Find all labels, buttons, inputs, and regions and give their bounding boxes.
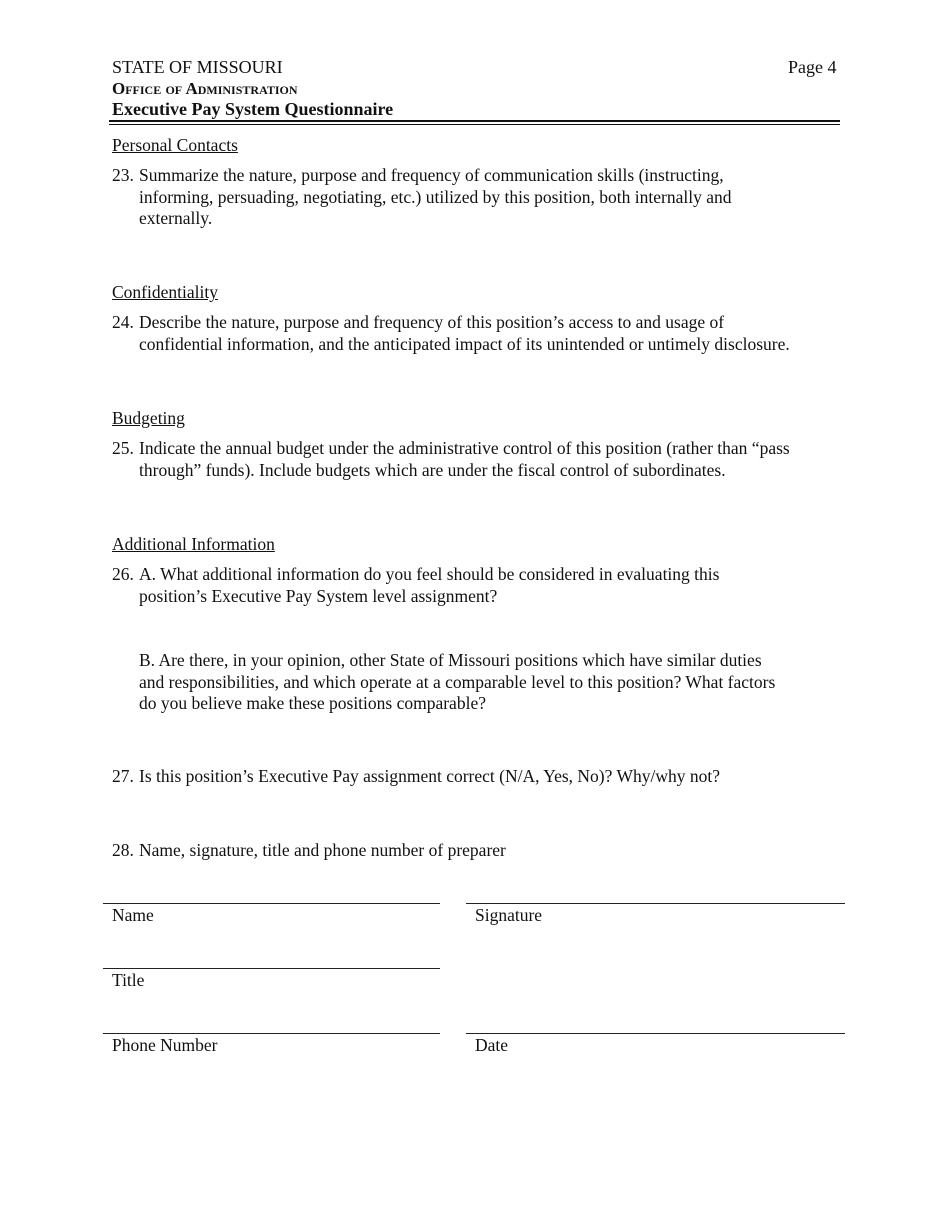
question-text-line: Indicate the annual budget under the administrative control of this position (rather than “pass: [139, 438, 790, 458]
question-text-line: A. What additional information do you feel should be considered in evaluating this: [139, 564, 720, 584]
question-28: [112, 840, 847, 862]
header-rule-thin: [109, 124, 840, 125]
question-text-line: externally.: [139, 208, 213, 228]
question-26a: [112, 564, 847, 607]
title-signature-line[interactable]: [103, 968, 440, 969]
question-27: [112, 766, 847, 788]
phone-signature-line[interactable]: [103, 1033, 440, 1034]
question-text-line: position’s Executive Pay System level assignment?: [139, 585, 498, 606]
section-heading-budgeting: Budgeting: [112, 408, 185, 428]
question-26b: [112, 650, 847, 715]
name-label: Name: [112, 905, 154, 925]
question-text-line: Summarize the nature, purpose and frequency of communication skills (instructing,: [139, 165, 724, 185]
question-text-line: confidential information, and the anticipated impact of its unintended or untimely disclosure.: [139, 333, 790, 354]
document-title: Executive Pay System Questionnaire: [112, 99, 394, 119]
section-heading-confidentiality: Confidentiality: [112, 282, 218, 302]
question-number: 23.: [112, 165, 134, 185]
header-state: STATE OF MISSOURI: [112, 57, 283, 77]
section-heading-additional-information: Additional Information: [112, 534, 275, 554]
question-text-line: Is this position’s Executive Pay assignment correct (N/A, Yes, No)? Why/why not?: [139, 766, 720, 786]
question-number: 27.: [112, 766, 134, 786]
page-number: Page 4: [788, 57, 837, 77]
name-signature-line[interactable]: [103, 903, 440, 904]
question-23: [112, 165, 847, 230]
question-text-line: do you believe make these positions comparable?: [139, 693, 486, 713]
question-text-line: Name, signature, title and phone number of preparer: [139, 840, 506, 860]
question-text-line: through” funds). Include budgets which are under the fiscal control of subordinates.: [139, 459, 726, 480]
question-text-line: Describe the nature, purpose and frequency of this position’s access to and usage of: [139, 312, 725, 332]
date-label: Date: [475, 1035, 509, 1055]
question-number: 24.: [112, 312, 134, 332]
question-number: 26.: [112, 564, 134, 584]
question-text-line: B. Are there, in your opinion, other State of Missouri positions which have similar duties: [139, 650, 762, 670]
question-24: [112, 312, 847, 355]
question-number: 25.: [112, 438, 134, 458]
question-text-line: informing, persuading, negotiating, etc.) utilized by this position, both internally and: [139, 186, 732, 207]
date-signature-line[interactable]: [466, 1033, 845, 1034]
signature-label: Signature: [475, 905, 543, 925]
section-heading-personal-contacts: Personal Contacts: [112, 135, 238, 155]
title-label: Title: [112, 970, 145, 990]
header-rule-thick: [109, 120, 840, 122]
question-text-line: and responsibilities, and which operate at a comparable level to this position? What factors: [139, 671, 776, 692]
question-number: 28.: [112, 840, 134, 860]
question-25: [112, 438, 847, 481]
header-office: Office of Administration: [112, 79, 298, 98]
phone-number-label: Phone Number: [112, 1035, 218, 1055]
signature-line[interactable]: [466, 903, 845, 904]
